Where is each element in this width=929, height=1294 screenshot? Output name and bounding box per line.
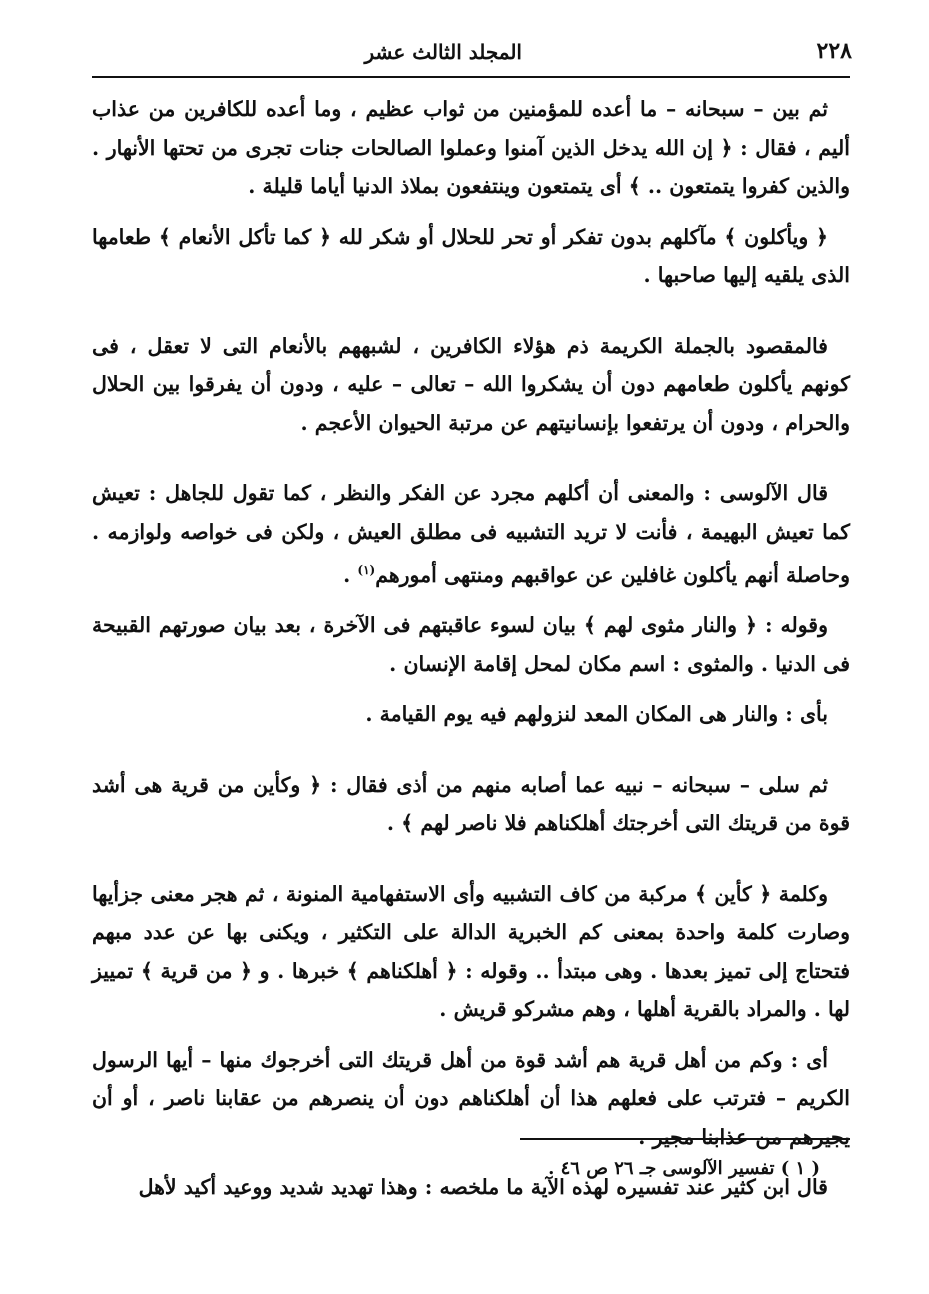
page-body	[92, 90, 850, 1207]
paragraph-7: ثم سلى – سبحانه – نبيه عما أصابه منهم من أذى فقال : ﴿ وكأين من قرية هى أشد قوة من قريتك التى أخرجتك أهلكناهم فلا ناصر لهم ﴾ .	[92, 772, 850, 836]
paragraph-6: بأى : والنار هى المكان المعد لنزولهم فيه يوم القيامة .	[365, 702, 828, 727]
paragraph-1: ثم بين – سبحانه – ما أعده للمؤمنين من ثواب عظيم ، وما أعده للكافرين من عذاب أليم ، فقال : ﴿ إن الله يدخل الذين آمنوا وعملوا الصالحات جنات تجرى من تحتها الأنهار . والذين كفروا يتمتعون .. ﴾ أى يتمتعون وينتفعون بملاذ الدنيا أياما قليلة .	[92, 97, 850, 198]
page-number: ٢٢٨	[816, 38, 852, 64]
page-header	[92, 32, 852, 72]
footnote: ( ١ ) تفسير الآلوسى جـ ٢٦ ص ٤٦ .	[548, 1158, 820, 1179]
paragraph-4	[92, 474, 850, 594]
volume-title: المجلد الثالث عشر	[364, 40, 522, 64]
header-rule	[92, 76, 850, 78]
paragraph-5: وقوله : ﴿ والنار مثوى لهم ﴾ بيان لسوء عاقبتهم فى الآخرة ، بعد بيان صورتهم القبيحة فى الدنيا . والمثوى : اسم مكان لمحل إقامة الإنسان .	[92, 613, 850, 676]
paragraph-10: قال ابن كثير عند تفسيره لهذه الآية ما ملخصه : وهذا تهديد شديد ووعيد أكيد لأهل	[138, 1175, 828, 1200]
paragraph-9: أى : وكم من أهل قرية هم أشد قوة من أهل قريتك التى أخرجوك منها – أيها الرسول الكريم – فترتب على فعلهم هذا أن أهلكناهم دون أن ينصرهم من عقابنا ناصر ، أو أن يجيرهم من عذابنا مجير .	[92, 1047, 850, 1149]
paragraph-2: ﴿ ويأكلون ﴾ مآكلهم بدون تفكر أو تحر للحلال أو شكر لله ﴿ كما تأكل الأنعام ﴾ طعامها الذى يلقيه إليها صاحبها .	[92, 224, 850, 287]
paragraph-4-text: قال الآلوسى : والمعنى أن أكلهم مجرد عن الفكر والنظر ، كما تقول للجاهل : تعيش كما تعيش البهيمة ، فأنت لا تريد التشبيه فى مطلق العيش ، ولكن فى خواصه ولوازمه . وحاصلة أنهم يأكلون غافلين عن عواقبهم ومنتهى أمورهم	[92, 481, 850, 587]
paragraph-4-end: .	[343, 562, 358, 587]
footnote-marker: (١)	[357, 563, 376, 577]
paragraph-3: فالمقصود بالجملة الكريمة ذم هؤلاء الكافرين ، لشبههم بالأنعام التى لا تعقل ، فى كونهم يأكلون طعامهم دون أن يشكروا الله – تعالى – عليه ، ودون أن يفرقوا بين الحلال والحرام ، ودون أن يرتفعوا بإنسانيتهم عن مرتبة الحيوان الأعجم .	[92, 333, 850, 435]
footnote-rule	[520, 1138, 850, 1140]
paragraph-8: وكلمة ﴿ كأين ﴾ مركبة من كاف التشبيه وأى الاستفهامية المنونة ، ثم هجر معنى جزأيها وصارت كلمة واحدة بمعنى كم الخبرية الدالة على التكثير ، ويكنى بها عن عدد مبهم فتحتاج إلى تميز بعدها . وهى مبتدأ .. وقوله : ﴿ أهلكناهم ﴾ خبرها . و ﴿ من قرية ﴾ تمييز لها . والمراد بالقرية أهلها ، وهم مشركو قريش .	[92, 881, 850, 1022]
